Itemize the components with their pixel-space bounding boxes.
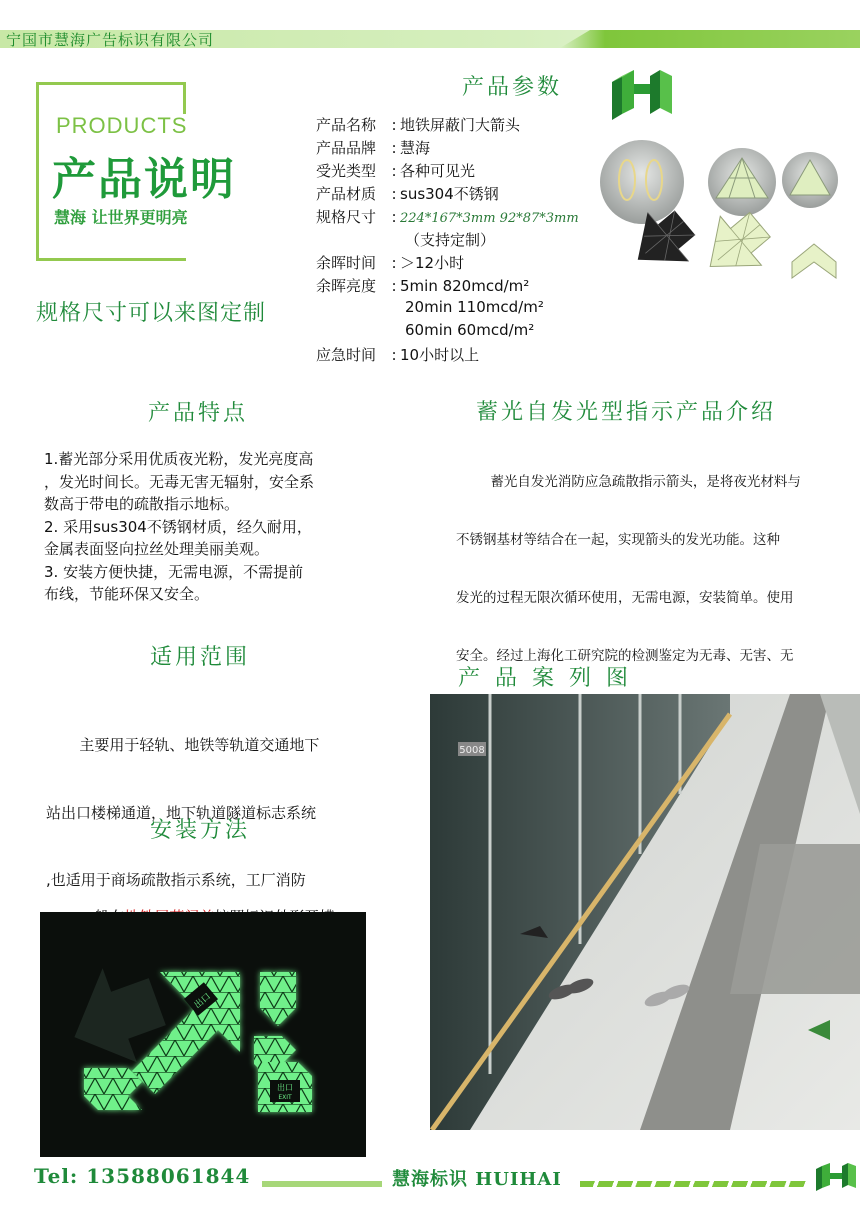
param-value: 5min 820mcd/m² — [400, 277, 530, 295]
features-line: 2. 采用sus304不锈钢材质，经久耐用， — [44, 517, 312, 536]
param-key: 受光类型 — [316, 162, 377, 180]
param-row: 产品名称 : 地铁屏蔽门大箭头 — [316, 116, 521, 134]
install-title: 安装方法 — [150, 818, 251, 843]
param-row: 应急时间 : 10小时以上 — [316, 346, 480, 364]
param-value: 地铁屏蔽门大箭头 — [400, 116, 521, 134]
param-row: 产品品牌 : 慧海 — [316, 139, 431, 157]
exit-label-cn: 出口 — [192, 991, 214, 1011]
param-value: （支持定制） — [405, 231, 496, 249]
param-key: 余晖时间 — [316, 254, 377, 272]
huihai-logo-small-icon — [816, 1163, 856, 1191]
footer-divider-left — [262, 1181, 382, 1187]
intro-product-title: 蓄光自发光型指示产品介绍 — [476, 400, 777, 425]
param-value: 10小时以上 — [400, 346, 480, 364]
intro-line: 安全。经过上海化工研究院的检测鉴定为无毒、无害、无 — [456, 648, 794, 665]
scope-line: 站出口楼梯通道，地下轨道隧道标志系统 — [46, 803, 317, 822]
param-key: 余晖亮度 — [316, 277, 377, 295]
param-value: 各种可见光 — [400, 162, 476, 180]
param-row: 产品材质 : sus304不锈钢 — [316, 185, 499, 203]
intro-line: 不锈钢基材等结合在一起，实现箭头的发光功能。这种 — [456, 532, 780, 549]
station-case-photo — [430, 694, 860, 1130]
footer-brand: 慧海标识 HUIHAI — [392, 1169, 562, 1190]
footer-divider-right — [580, 1181, 808, 1187]
intro-line: 发光的过程无限次循环使用，无需电源，安装简单。使用 — [456, 590, 794, 607]
features-line: 数高于带电的疏散指示地标。 — [44, 495, 240, 513]
param-value: 224*167*3mm 92*87*3mm — [400, 211, 579, 226]
param-row: 余晖时间 : ＞12小时 — [316, 254, 465, 272]
param-row: 余晖亮度 : 5min 820mcd/m² — [316, 277, 530, 295]
product-samples-image — [592, 140, 840, 296]
scope-title: 适用范围 — [150, 645, 251, 670]
param-value: 慧海 — [400, 139, 431, 157]
param-row: 规格尺寸 : 224*167*3mm 92*87*3mm — [316, 208, 579, 226]
cases-title: 产 品 案 列 图 — [458, 666, 632, 691]
param-value: 60min 60mcd/m² — [405, 321, 535, 339]
param-value: 20min 110mcd/m² — [405, 298, 544, 316]
glowing-arrows-photo — [40, 912, 366, 1157]
header-bar-accent — [560, 30, 860, 48]
features-line: ，发光时间长。无毒无害无辐射，安全系 — [44, 472, 315, 491]
footer-phone: Tel: 13588061844 — [34, 1164, 251, 1188]
slogan: 慧海 让世界更明亮 — [54, 208, 188, 227]
param-value: sus304不锈钢 — [400, 185, 499, 203]
products-heading-cn: 产品说明 — [52, 154, 236, 205]
exit-label-cn-2: 出口 — [277, 1083, 293, 1092]
param-key: 规格尺寸 — [316, 208, 377, 226]
features-line: 金属表面竖向拉丝处理美丽美观。 — [44, 540, 270, 558]
param-row — [405, 321, 534, 339]
param-row — [405, 229, 495, 250]
huihai-logo-icon — [612, 70, 672, 120]
features-line: 3. 安装方便快捷，无需电源，不需提前 — [44, 562, 304, 581]
param-key: 产品名称 — [316, 116, 377, 134]
products-heading-en: PRODUCTS — [56, 113, 188, 138]
door-number: 5008 — [459, 745, 485, 756]
features-text — [44, 448, 314, 606]
param-key: 产品品牌 — [316, 139, 377, 157]
param-key: 应急时间 — [316, 346, 377, 364]
param-row — [405, 298, 544, 316]
scope-line: 主要用于轻轨、地铁等轨道交通地下 — [46, 736, 320, 754]
features-line: 布线，节能环保又安全。 — [44, 585, 210, 603]
param-row: 受光类型 : 各种可见光 — [316, 162, 476, 180]
scope-line: ,也适用于商场疏散指示系统，工厂消防 — [46, 871, 306, 889]
header-bar — [0, 30, 860, 48]
exit-label-en: EXIT — [278, 1094, 292, 1101]
company-name: 宁国市慧海广告标识有限公司 — [6, 31, 215, 49]
intro-line: 蓄光自发光消防应急疏散指示箭头，是将夜光材料与 — [456, 473, 801, 490]
param-value: ＞12小时 — [400, 254, 465, 272]
features-title: 产品特点 — [148, 401, 249, 426]
features-line: 1.蓄光部分采用优质夜光粉，发光亮度高 — [44, 450, 314, 468]
custom-size-note: 规格尺寸可以来图定制 — [36, 301, 267, 326]
param-key: 产品材质 — [316, 185, 377, 203]
params-title: 产品参数 — [462, 75, 563, 100]
